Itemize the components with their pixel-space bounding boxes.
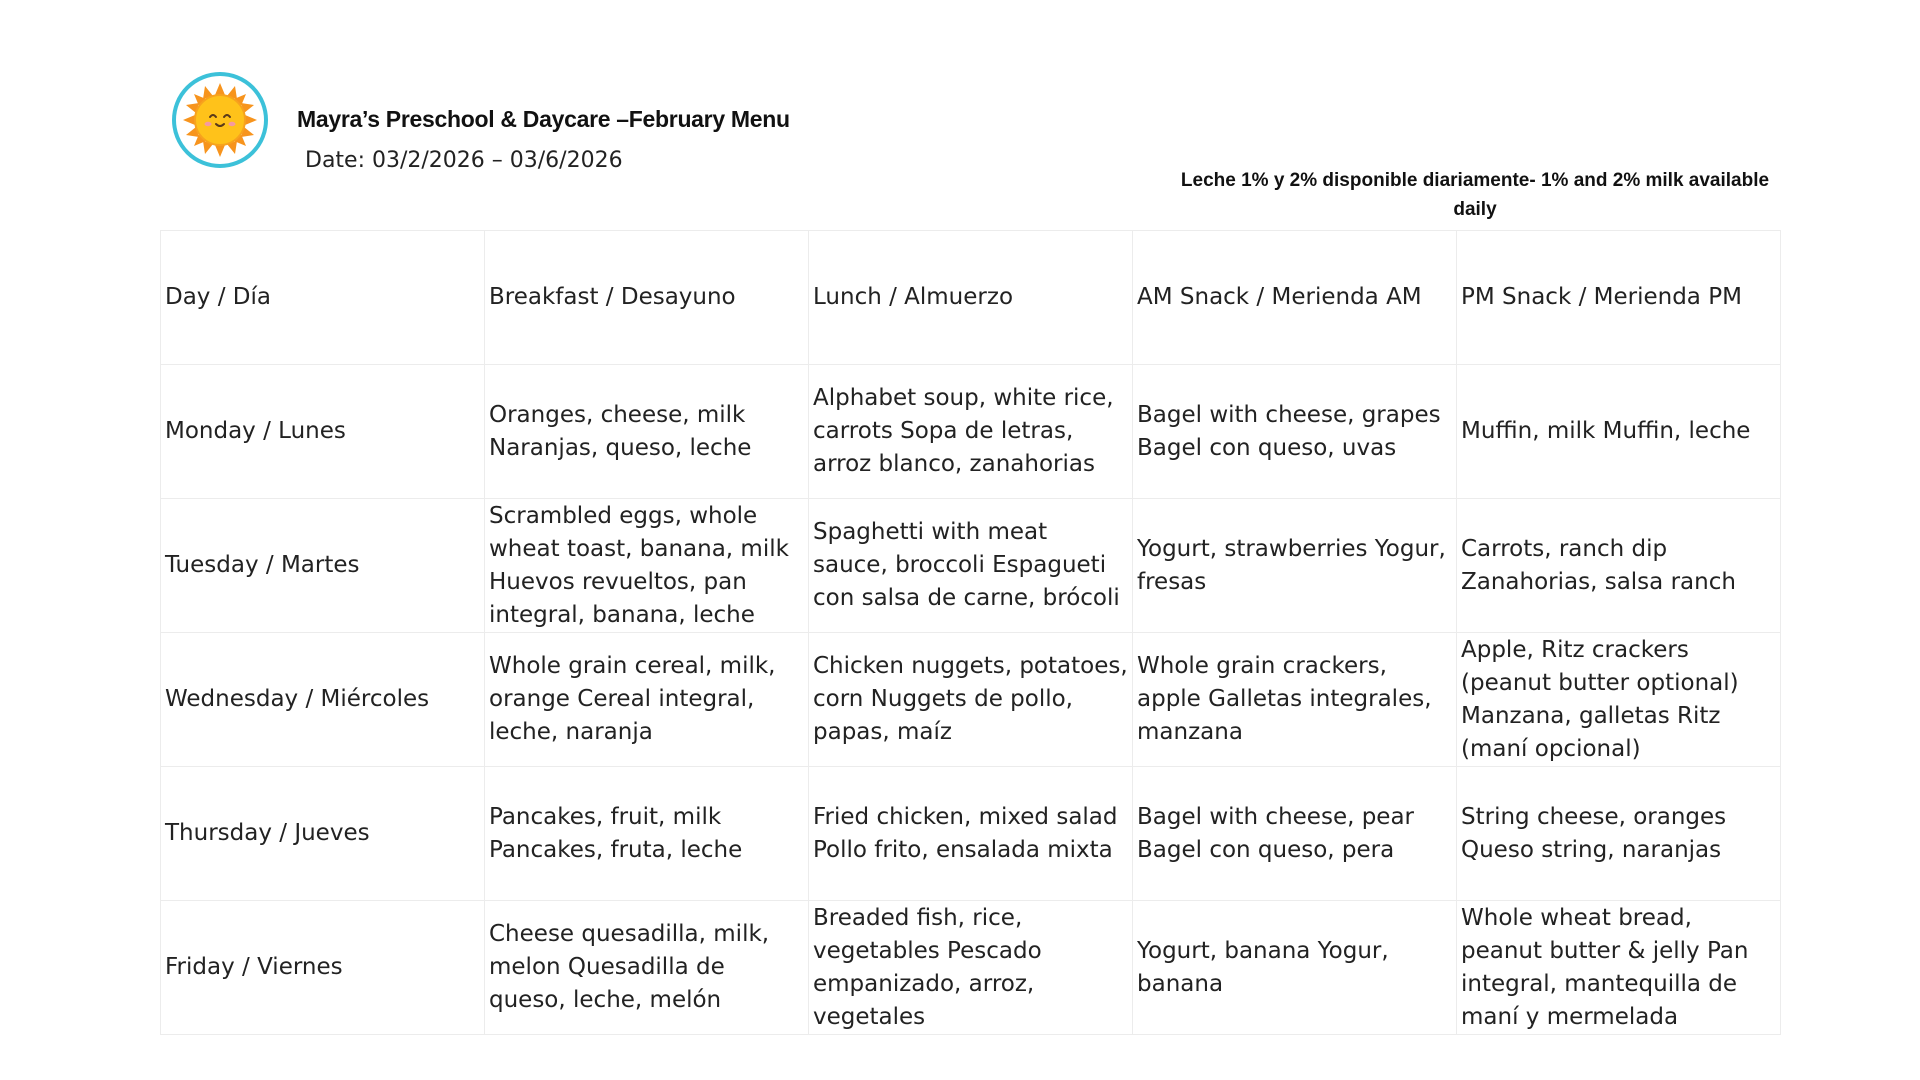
day-cell: Wednesday / Miércoles — [161, 633, 485, 767]
am-snack-cell: Yogurt, strawberries Yogur, fresas — [1133, 499, 1457, 633]
header-day: Day / Día — [161, 231, 485, 365]
breakfast-cell: Scrambled eggs, whole wheat toast, banana, milk Huevos revueltos, pan integral, banana, leche — [485, 499, 809, 633]
lunch-cell: Alphabet soup, white rice, carrots Sopa de letras, arroz blanco, zanahorias — [809, 365, 1133, 499]
day-cell: Tuesday / Martes — [161, 499, 485, 633]
table-row — [161, 901, 1781, 1035]
pm-snack-cell: Muffin, milk Muffin, leche — [1457, 365, 1781, 499]
breakfast-cell: Pancakes, fruit, milk Pancakes, fruta, leche — [485, 767, 809, 901]
pm-snack-cell: Whole wheat bread, peanut butter & jelly Pan integral, mantequilla de maní y mermelada — [1457, 901, 1781, 1035]
milk-availability-note: Leche 1% y 2% disponible diariamente- 1% and 2% milk available daily — [1180, 170, 1770, 220]
day-cell: Monday / Lunes — [161, 365, 485, 499]
menu-date-range: Date: 03/2/2026 – 03/6/2026 — [305, 148, 623, 173]
day-cell: Friday / Viernes — [161, 901, 485, 1035]
table-row — [161, 499, 1781, 633]
am-snack-cell: Bagel with cheese, pear Bagel con queso, pera — [1133, 767, 1457, 901]
smiling-sun-icon — [171, 71, 269, 169]
pm-snack-cell: String cheese, oranges Queso string, naranjas — [1457, 767, 1781, 901]
table-row — [161, 767, 1781, 901]
am-snack-cell: Bagel with cheese, grapes Bagel con queso, uvas — [1133, 365, 1457, 499]
lunch-cell: Fried chicken, mixed salad Pollo frito, ensalada mixta — [809, 767, 1133, 901]
weekly-menu-table — [160, 230, 1781, 1035]
table-row — [161, 365, 1781, 499]
breakfast-cell: Whole grain cereal, milk, orange Cereal integral, leche, naranja — [485, 633, 809, 767]
am-snack-cell: Yogurt, banana Yogur, banana — [1133, 901, 1457, 1035]
breakfast-cell: Cheese quesadilla, milk, melon Quesadilla de queso, leche, melón — [485, 901, 809, 1035]
lunch-cell: Breaded fish, rice, vegetables Pescado empanizado, arroz, vegetales — [809, 901, 1133, 1035]
table-header-row — [161, 231, 1781, 365]
pm-snack-cell: Carrots, ranch dip Zanahorias, salsa ranch — [1457, 499, 1781, 633]
page-title: Mayra’s Preschool & Daycare –February Menu — [297, 106, 790, 132]
lunch-cell: Spaghetti with meat sauce, broccoli Espagueti con salsa de carne, brócoli — [809, 499, 1133, 633]
header-breakfast: Breakfast / Desayuno — [485, 231, 809, 365]
lunch-cell: Chicken nuggets, potatoes, corn Nuggets de pollo, papas, maíz — [809, 633, 1133, 767]
header-am-snack: AM Snack / Merienda AM — [1133, 231, 1457, 365]
breakfast-cell: Oranges, cheese, milk Naranjas, queso, leche — [485, 365, 809, 499]
sun-logo — [171, 71, 269, 169]
day-cell: Thursday / Jueves — [161, 767, 485, 901]
am-snack-cell: Whole grain crackers, apple Galletas integrales, manzana — [1133, 633, 1457, 767]
header-pm-snack: PM Snack / Merienda PM — [1457, 231, 1781, 365]
table-row — [161, 633, 1781, 767]
header-lunch: Lunch / Almuerzo — [809, 231, 1133, 365]
pm-snack-cell: Apple, Ritz crackers (peanut butter optional) Manzana, galletas Ritz (maní opcional) — [1457, 633, 1781, 767]
